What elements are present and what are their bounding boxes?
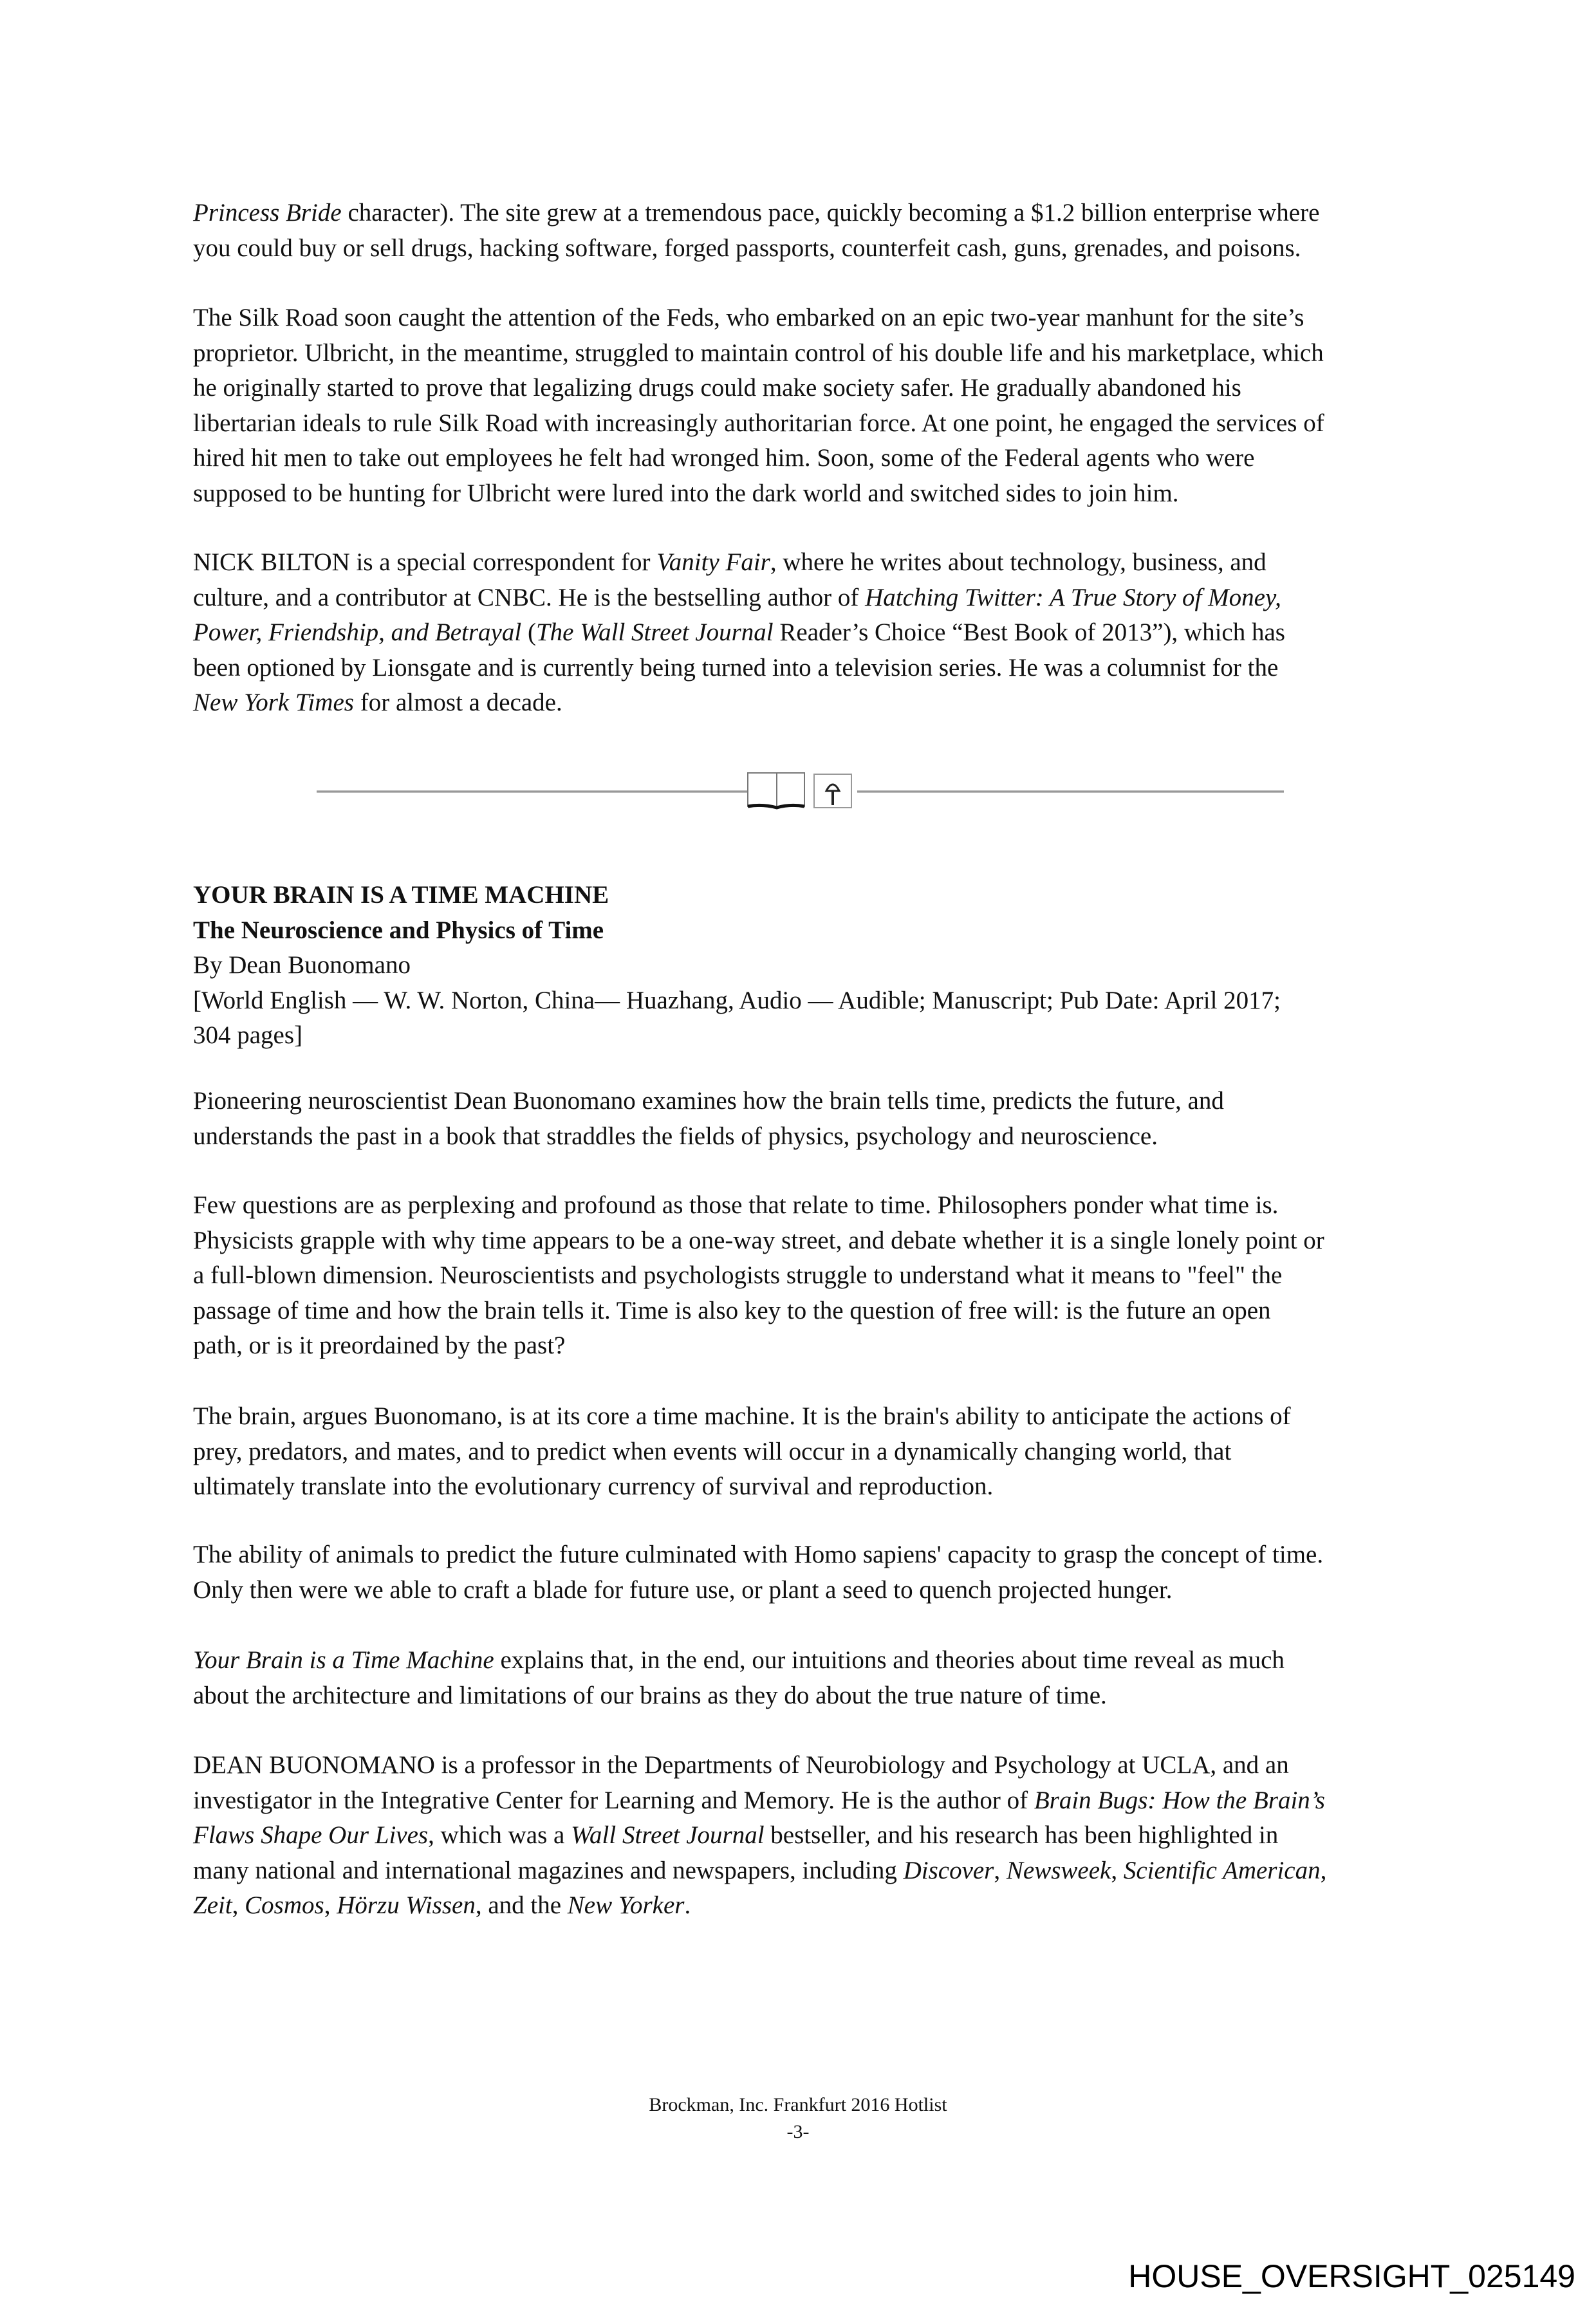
author-bio-buonomano xyxy=(193,1748,1326,1924)
text-line xyxy=(193,1188,1324,1223)
text-line xyxy=(193,476,1324,512)
text-line xyxy=(193,406,1324,441)
text-line xyxy=(193,336,1324,371)
text-line xyxy=(193,1537,1323,1573)
document-stamp: HOUSE_OVERSIGHT_025149 xyxy=(1128,2258,1575,2294)
text-run: Pioneering neuroscientist Dean Buonomano examines how the brain tells time, predicts the future, and xyxy=(193,1087,1224,1115)
text-run: Physicists grapple with why time appears to be a one-way street, and debate whether it is a single lonely point or xyxy=(193,1226,1324,1254)
text-line xyxy=(193,301,1324,336)
text-line xyxy=(193,1258,1324,1294)
paragraph-1 xyxy=(193,196,1319,266)
text-run: , where he writes about technology, business, and xyxy=(770,548,1267,576)
italic-text: Hatching Twitter: A True Story of Money, xyxy=(865,583,1281,611)
text-run: explains that, in the end, our intuitions and theories about time reveal as much xyxy=(494,1646,1285,1674)
text-run: investigator in the Integrative Center for Learning and Memory. He is the author of xyxy=(193,1786,1034,1814)
text-run: been optioned by Lionsgate and is currently being turned into a television series. He was a columnist for the xyxy=(193,653,1279,682)
text-run: a full-blown dimension. Neuroscientists and psychologists struggle to understand what it means to "feel" the xyxy=(193,1261,1283,1290)
text-run: understands the past in a book that straddles the fields of physics, psychology and neuroscience. xyxy=(193,1122,1158,1150)
text-line xyxy=(193,1818,1326,1853)
text-run: for almost a decade. xyxy=(353,689,562,717)
text-run: , xyxy=(1320,1856,1327,1884)
paragraph-conclusion xyxy=(193,1643,1285,1713)
paragraph-brain xyxy=(193,1399,1291,1505)
tree-icon xyxy=(812,769,857,814)
text-line xyxy=(193,231,1319,266)
text-run: . xyxy=(684,1891,691,1920)
author-bio-bilton xyxy=(193,545,1285,721)
text-line xyxy=(193,1399,1291,1434)
book-header xyxy=(193,878,1281,1054)
text-run: he originally started to prove that legalizing drugs could make society safer. He gradually abandoned his xyxy=(193,374,1241,402)
text-run: ultimately translate into the evolutionary currency of survival and reproduction. xyxy=(193,1472,994,1501)
text-line xyxy=(193,1294,1324,1329)
text-run: prey, predators, and mates, and to predict when events will occur in a dynamically changing world, that xyxy=(193,1437,1232,1465)
text-run: Only then were we able to craft a blade for future use, or plant a seed to quench projected hunger. xyxy=(193,1575,1173,1604)
text-run: The ability of animals to predict the future culminated with Homo sapiens' capacity to grasp the concept of time. xyxy=(193,1541,1324,1568)
italic-text: Zeit xyxy=(193,1891,232,1920)
text-run: bestseller, and his research has been highlighted in xyxy=(764,1821,1279,1850)
page-number: -3- xyxy=(786,2121,810,2142)
text-run: many national and international magazines and newspapers, including xyxy=(193,1856,904,1884)
text-run: , xyxy=(324,1891,337,1920)
text-line xyxy=(193,580,1285,616)
text-run: proprietor. Ulbricht, in the meantime, struggled to maintain control of his double life and his marketplace, which xyxy=(193,339,1324,367)
text-run: , xyxy=(1111,1856,1124,1884)
text-run: passage of time and how the brain tells it. Time is also key to the question of free will: is the future an open xyxy=(193,1296,1271,1324)
paragraph-2 xyxy=(193,301,1324,512)
text-run: , xyxy=(232,1891,245,1920)
italic-text: Cosmos xyxy=(245,1891,324,1920)
text-run: path, or is it preordained by the past? xyxy=(193,1332,566,1360)
italic-text: Scientific American xyxy=(1123,1856,1321,1884)
book-subtitle: The Neuroscience and Physics of Time xyxy=(193,916,604,944)
book-title: YOUR BRAIN IS A TIME MACHINE xyxy=(193,881,609,909)
italic-text: Newsweek xyxy=(1006,1856,1111,1884)
text-line xyxy=(193,545,1285,580)
paragraph-intro xyxy=(193,1084,1224,1154)
text-run: Reader’s Choice “Best Book of 2013”), which has xyxy=(773,618,1285,647)
paragraph-ability xyxy=(193,1537,1323,1608)
book-rights: [World English — W. W. Norton, China— Huazhang, Audio — Audible; Manuscript; Pub Date: April 2017; xyxy=(193,986,1281,1014)
text-run: hired hit men to take out employees he felt had wronged him. Soon, some of the Federal agents who were xyxy=(193,444,1255,472)
text-line xyxy=(193,1328,1324,1364)
italic-text: Your Brain is a Time Machine xyxy=(193,1646,494,1674)
page-footer xyxy=(0,2092,1596,2146)
italic-text: The Wall Street Journal xyxy=(535,618,774,647)
text-run: about the architecture and limitations of our brains as they do about the true nature of time. xyxy=(193,1681,1107,1709)
text-run: , which was a xyxy=(428,1821,571,1850)
book-pages: 304 pages] xyxy=(193,1021,303,1050)
italic-text: New Yorker xyxy=(567,1891,685,1920)
text-run: libertarian ideals to rule Silk Road with increasingly authoritarian force. At one point, he engaged the services of xyxy=(193,409,1324,437)
italic-text: Discover xyxy=(903,1856,994,1884)
text-run: , xyxy=(994,1856,1007,1884)
text-run: Few questions are as perplexing and profound as those that relate to time. Philosophers ponder what time is. xyxy=(193,1191,1279,1219)
text-line xyxy=(193,651,1285,686)
text-line xyxy=(193,1643,1285,1678)
text-line xyxy=(193,196,1319,231)
text-line xyxy=(193,1434,1291,1470)
italic-text: Hörzu Wissen xyxy=(337,1891,476,1920)
divider-rule-left xyxy=(317,790,748,793)
text-line xyxy=(193,441,1324,476)
text-line xyxy=(193,371,1324,406)
italic-text: Flaws Shape Our Lives xyxy=(193,1821,429,1850)
text-line xyxy=(193,1223,1324,1259)
paragraph-questions xyxy=(193,1188,1324,1364)
text-run: DEAN BUONOMANO is a professor in the Departments of Neurobiology and Psychology at UCLA, and an xyxy=(193,1751,1289,1779)
italic-text: New York Times xyxy=(193,689,354,717)
text-line xyxy=(193,1853,1326,1889)
text-line xyxy=(193,1678,1285,1714)
text-run: supposed to be hunting for Ulbricht were lured into the dark world and switched sides to join him. xyxy=(193,479,1179,507)
footer-title: Brockman, Inc. Frankfurt 2016 Hotlist xyxy=(649,2094,947,2115)
book-author: By Dean Buonomano xyxy=(193,951,411,979)
text-run: culture, and a contributor at CNBC. He is the bestselling author of xyxy=(193,583,866,611)
text-line xyxy=(193,1888,1326,1924)
italic-text: Power, Friendship, and Betrayal xyxy=(193,618,522,647)
text-run: character). The site grew at a tremendous pace, quickly becoming a $1.2 billion enterprise where xyxy=(341,199,1320,227)
text-line xyxy=(193,1783,1326,1819)
text-run: The brain, argues Buonomano, is at its core a time machine. It is the brain's ability to anticipate the actions of xyxy=(193,1402,1291,1430)
divider-rule-right xyxy=(857,790,1284,793)
text-line xyxy=(193,685,1285,721)
text-run: ( xyxy=(521,618,536,647)
italic-text: Wall Street Journal xyxy=(571,1821,765,1850)
italic-text: Vanity Fair xyxy=(656,548,770,576)
section-divider xyxy=(317,769,1284,814)
text-run: you could buy or sell drugs, hacking software, forged passports, counterfeit cash, guns, grenades, and poisons. xyxy=(193,234,1301,262)
text-line xyxy=(193,1748,1326,1783)
italic-text: Princess Bride xyxy=(193,199,342,227)
italic-text: Brain Bugs: How the Brain’s xyxy=(1034,1786,1325,1814)
text-line xyxy=(193,1084,1224,1119)
text-run: NICK BILTON is a special correspondent for xyxy=(193,548,657,576)
text-line xyxy=(193,1573,1323,1608)
text-line xyxy=(193,615,1285,651)
text-line xyxy=(193,1119,1224,1155)
text-line xyxy=(193,1469,1291,1505)
text-run: , and the xyxy=(475,1891,568,1920)
text-run: The Silk Road soon caught the attention of the Feds, who embarked on an epic two-year manhunt for the site’s xyxy=(193,304,1304,331)
